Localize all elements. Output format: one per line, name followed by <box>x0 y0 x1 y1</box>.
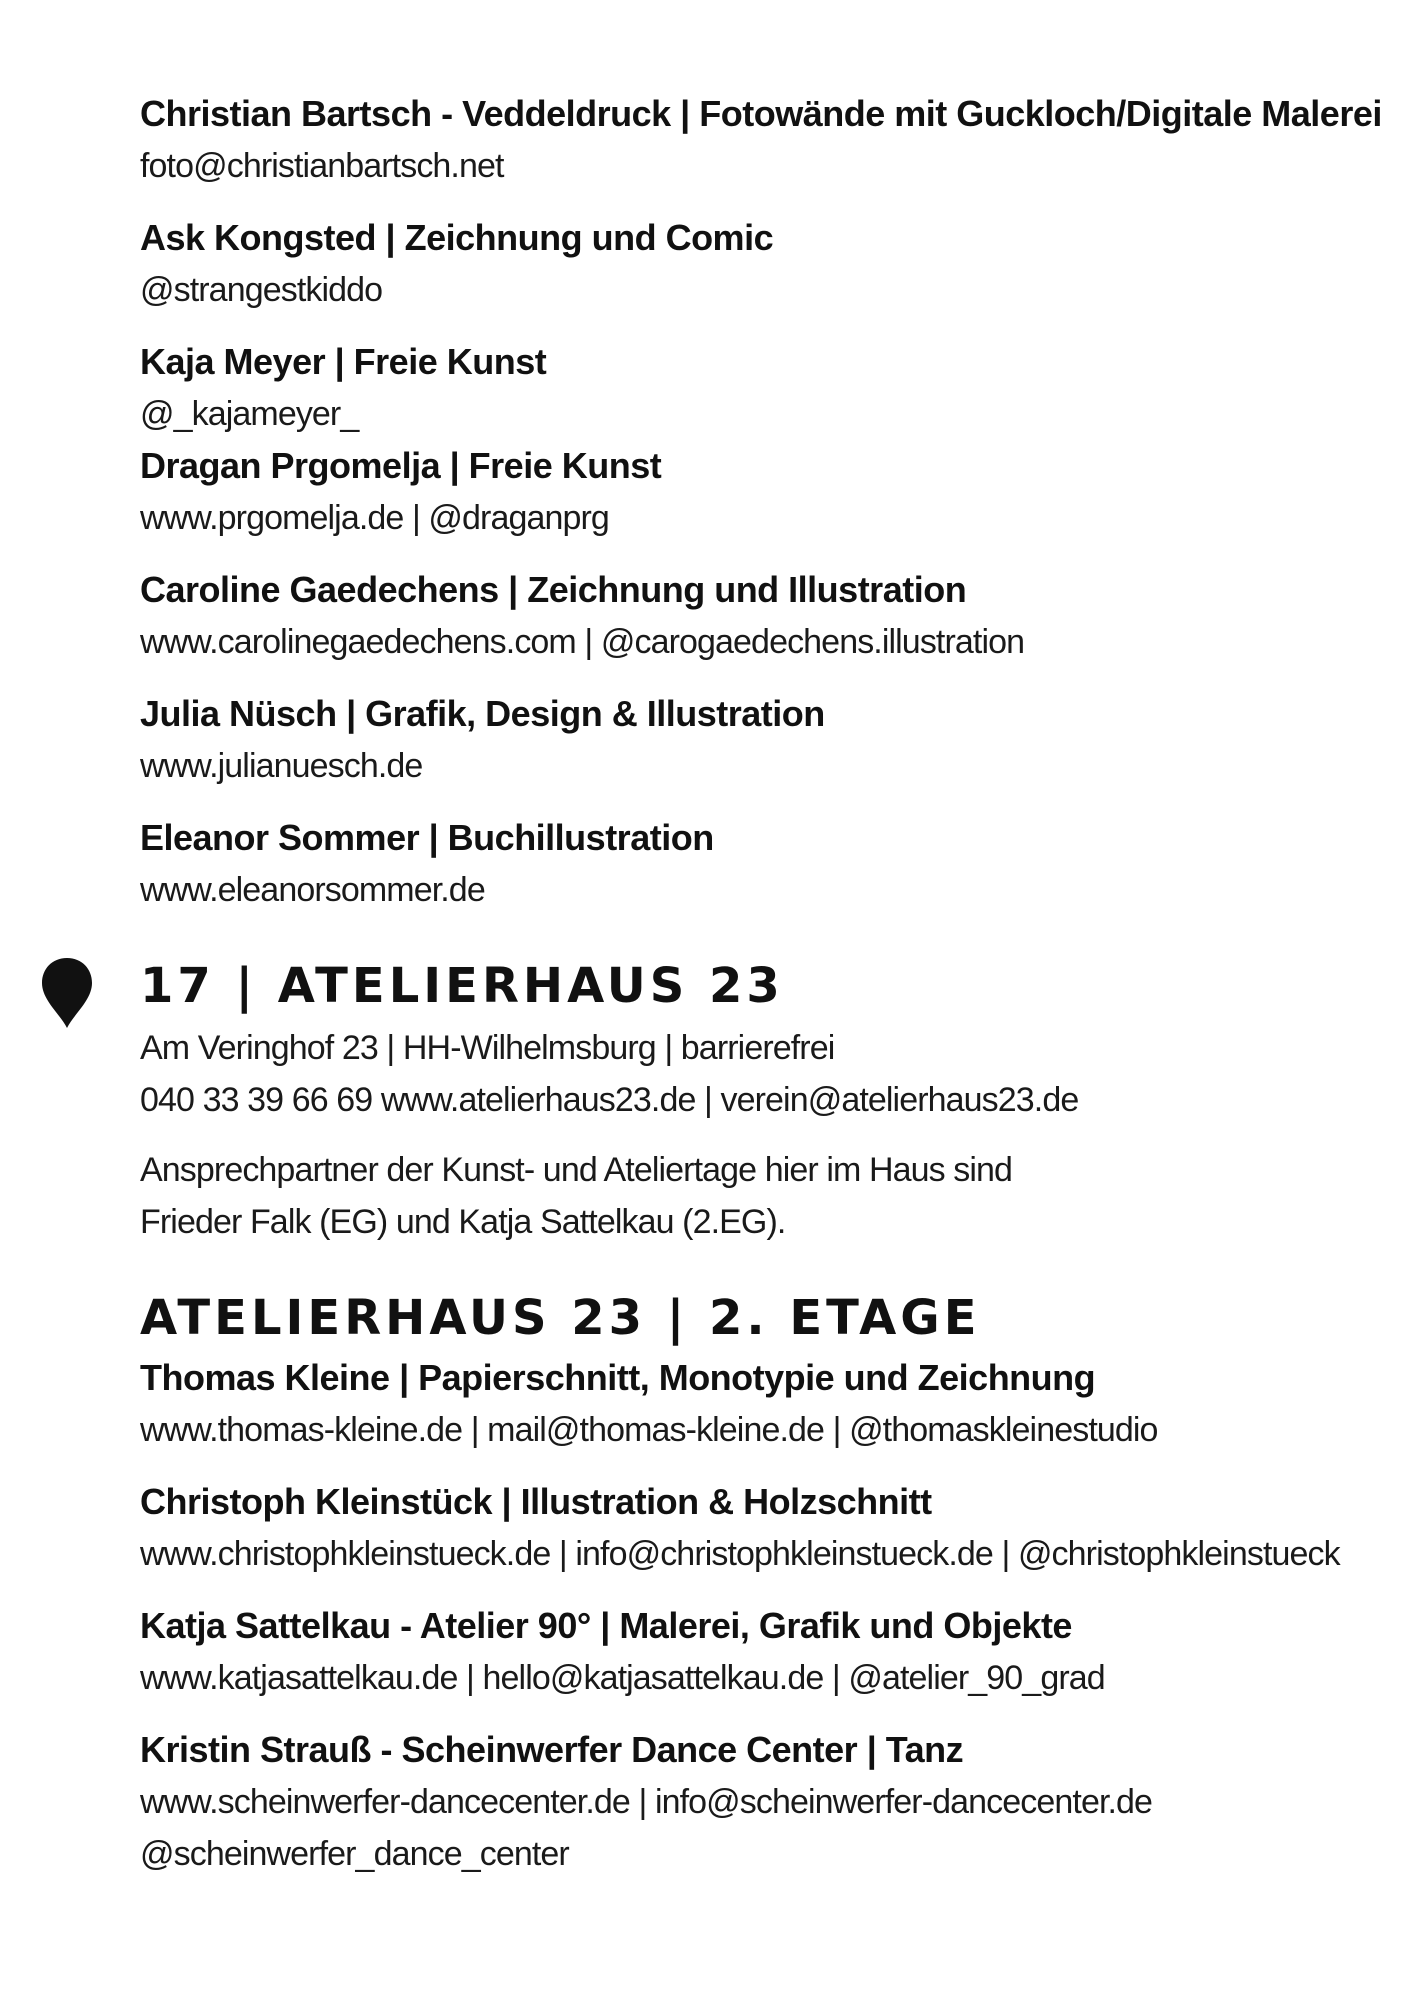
artist-entry-8 <box>140 1352 1390 1456</box>
artist-contact: foto@christianbartsch.net <box>140 147 504 185</box>
artist-contact: www.prgomelja.de | @draganprg <box>140 499 609 537</box>
artist-entry-6 <box>140 688 1390 792</box>
artist-contact: www.thomas-kleine.de | mail@thomas-kleine.de | @thomaskleinestudio <box>140 1411 1158 1449</box>
artist-name: Christian Bartsch - Veddeldruck | Fotowände mit Guckloch/Digitale Malerei <box>140 93 1382 134</box>
floor-section <box>140 1288 1390 1880</box>
document-page <box>140 88 1390 1880</box>
artist-entry-4 <box>140 440 1390 544</box>
location-address: Am Veringhof 23 | HH-Wilhelmsburg | barrierefrei <box>140 1029 835 1067</box>
artist-contact: @scheinwerfer_dance_center <box>140 1835 569 1873</box>
artist-entry-7 <box>140 812 1390 916</box>
artist-entry-2 <box>140 212 1390 316</box>
location-contact: 040 33 39 66 69 www.atelierhaus23.de | verein@atelierhaus23.de <box>140 1081 1079 1119</box>
location-section <box>140 956 1390 1248</box>
artist-contact: www.eleanorsommer.de <box>140 871 485 909</box>
artist-entry-11 <box>140 1724 1390 1880</box>
artist-contact: www.julianuesch.de <box>140 747 423 785</box>
artist-name: Caroline Gaedechens | Zeichnung und Illustration <box>140 569 967 610</box>
artist-name: Julia Nüsch | Grafik, Design & Illustration <box>140 693 825 734</box>
map-pin-icon <box>40 956 94 1030</box>
artist-name: Katja Sattelkau - Atelier 90° | Malerei, Grafik und Objekte <box>140 1605 1072 1646</box>
location-title: 17 | ATELIERHAUS 23 <box>140 958 784 1014</box>
artist-name: Kristin Strauß - Scheinwerfer Dance Center | Tanz <box>140 1729 964 1770</box>
artist-entry-5 <box>140 564 1390 668</box>
artist-contact: www.katjasattelkau.de | hello@katjasattelkau.de | @atelier_90_grad <box>140 1659 1105 1697</box>
artist-contact: www.christophkleinstueck.de | info@christophkleinstueck.de | @christophkleinstueck <box>140 1535 1340 1573</box>
artist-entry-9 <box>140 1476 1390 1580</box>
description-line: Ansprechpartner der Kunst- und Ateliertage hier im Haus sind <box>140 1151 1013 1189</box>
artist-entry-3 <box>140 336 1390 440</box>
floor-title: ATELIERHAUS 23 | 2. ETAGE <box>140 1290 981 1346</box>
location-description <box>140 1144 1390 1248</box>
description-line: Frieder Falk (EG) und Katja Sattelkau (2.EG). <box>140 1203 786 1241</box>
artist-name: Dragan Prgomelja | Freie Kunst <box>140 445 662 486</box>
artist-entry-1 <box>140 88 1390 192</box>
artist-name: Thomas Kleine | Papierschnitt, Monotypie und Zeichnung <box>140 1357 1096 1398</box>
artist-contact: @_kajameyer_ <box>140 395 359 433</box>
artist-name: Kaja Meyer | Freie Kunst <box>140 341 547 382</box>
artist-entry-10 <box>140 1600 1390 1704</box>
artist-name: Eleanor Sommer | Buchillustration <box>140 817 714 858</box>
artist-contact: www.carolinegaedechens.com | @carogaedechens.illustration <box>140 623 1025 661</box>
artist-contact: www.scheinwerfer-dancecenter.de | info@scheinwerfer-dancecenter.de <box>140 1783 1153 1821</box>
artist-name: Ask Kongsted | Zeichnung und Comic <box>140 217 774 258</box>
artist-contact: @strangestkiddo <box>140 271 383 309</box>
artist-name: Christoph Kleinstück | Illustration & Holzschnitt <box>140 1481 932 1522</box>
